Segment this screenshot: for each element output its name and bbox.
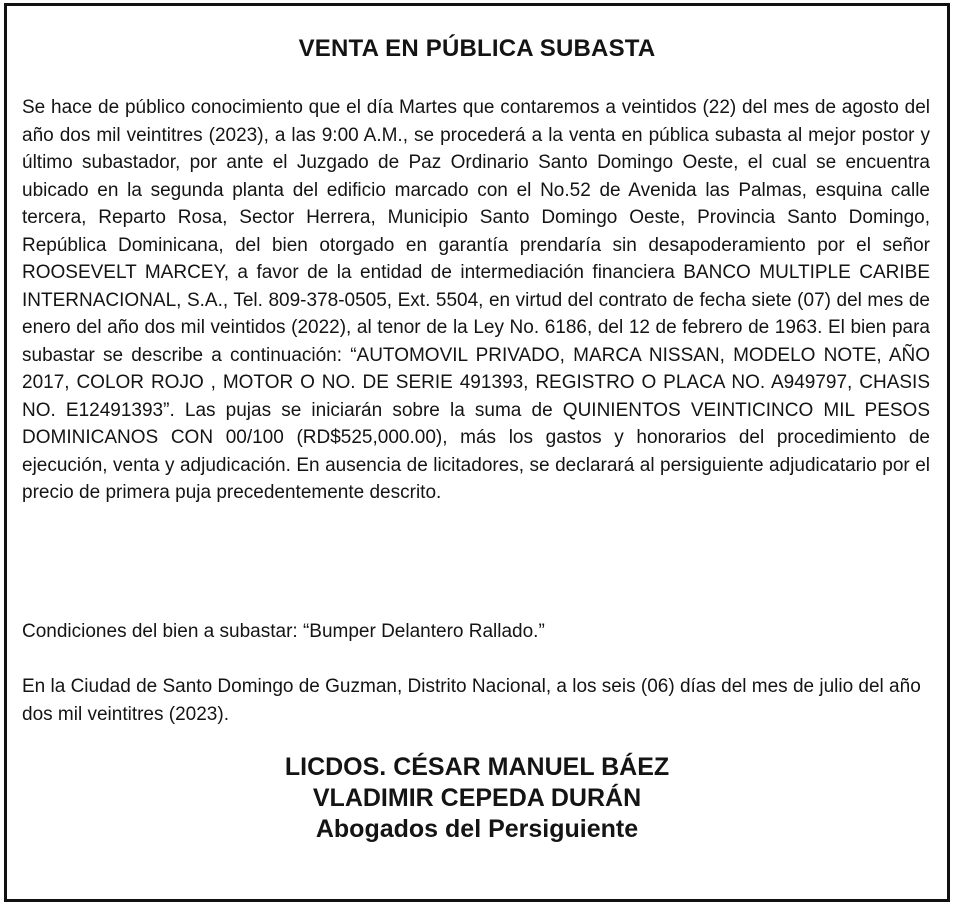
signature-line-lawyers-2: VLADIMIR CEPEDA DURÁN [312, 784, 642, 812]
notice-main-paragraph: Se hace de público conocimiento que el día Martes que contaremos a veintidos (22) del mes de agosto del año dos mil veintitres (2023), a las 9:00 A.M., se procederá a la venta en pública subasta al mejor postor y último subastador, por ante el Juzgado de Paz Ordinario Santo Domingo Oeste, el cual se encuentra ubicado en la segunda planta del edificio marcado con el No.52 de Avenida las Palmas, esquina calle tercera, Reparto Rosa, Sector Herrera, Municipio Santo Domingo Oeste, Provincia Santo Domingo, República Dominicana, del bien otorgado en garantía prendaría sin desapoderamiento por el señor ROOSEVELT MARCEY, a favor de la entidad de intermediación financiera BANCO MULTIPLE CARIBE INTERNACIONAL, S.A., Tel. 809-378-0505, Ext. 5504, en virtud del contrato de fecha siete (07) del mes de enero del año dos mil veintidos (2022), al tenor de la Ley No. 6186, del 12 de febrero de 1963. El bien para subastar se describe a continuación: “AUTOMOVIL PRIVADO, MARCA NISSAN, MODELO NOTE, AÑO 2017, COLOR ROJO , MOTOR O NO. DE SERIE 491393, REGISTRO O PLACA NO. A949797, CHASIS NO. E12491393”. Las pujas se iniciarán sobre la suma de QUINIENTOS VEINTICINCO MIL PESOS DOMINICANOS CON 00/100 (RD$525,000.00), más los gastos y honorarios del procedimiento de ejecución, venta y adjudicación. En ausencia de licitadores, se declarará al persiguiente adjudicatario por el precio de primera puja precedentemente descrito. [22, 97, 930, 503]
signature-line-lawyers-1: LICDOS. CÉSAR MANUEL BÁEZ [284, 753, 670, 781]
notice-place-date-paragraph: En la Ciudad de Santo Domingo de Guzman, Distrito Nacional, a los seis (06) días del mes de julio del año dos mil veintitres (2023). [22, 676, 921, 725]
signature-block [7, 752, 947, 845]
signature-line-role: Abogados del Persiguiente [315, 815, 639, 843]
auction-notice [4, 3, 950, 902]
notice-title: VENTA EN PÚBLICA SUBASTA [298, 35, 656, 62]
notice-conditions-paragraph: Condiciones del bien a subastar: “Bumper Delantero Rallado.” [22, 621, 545, 642]
